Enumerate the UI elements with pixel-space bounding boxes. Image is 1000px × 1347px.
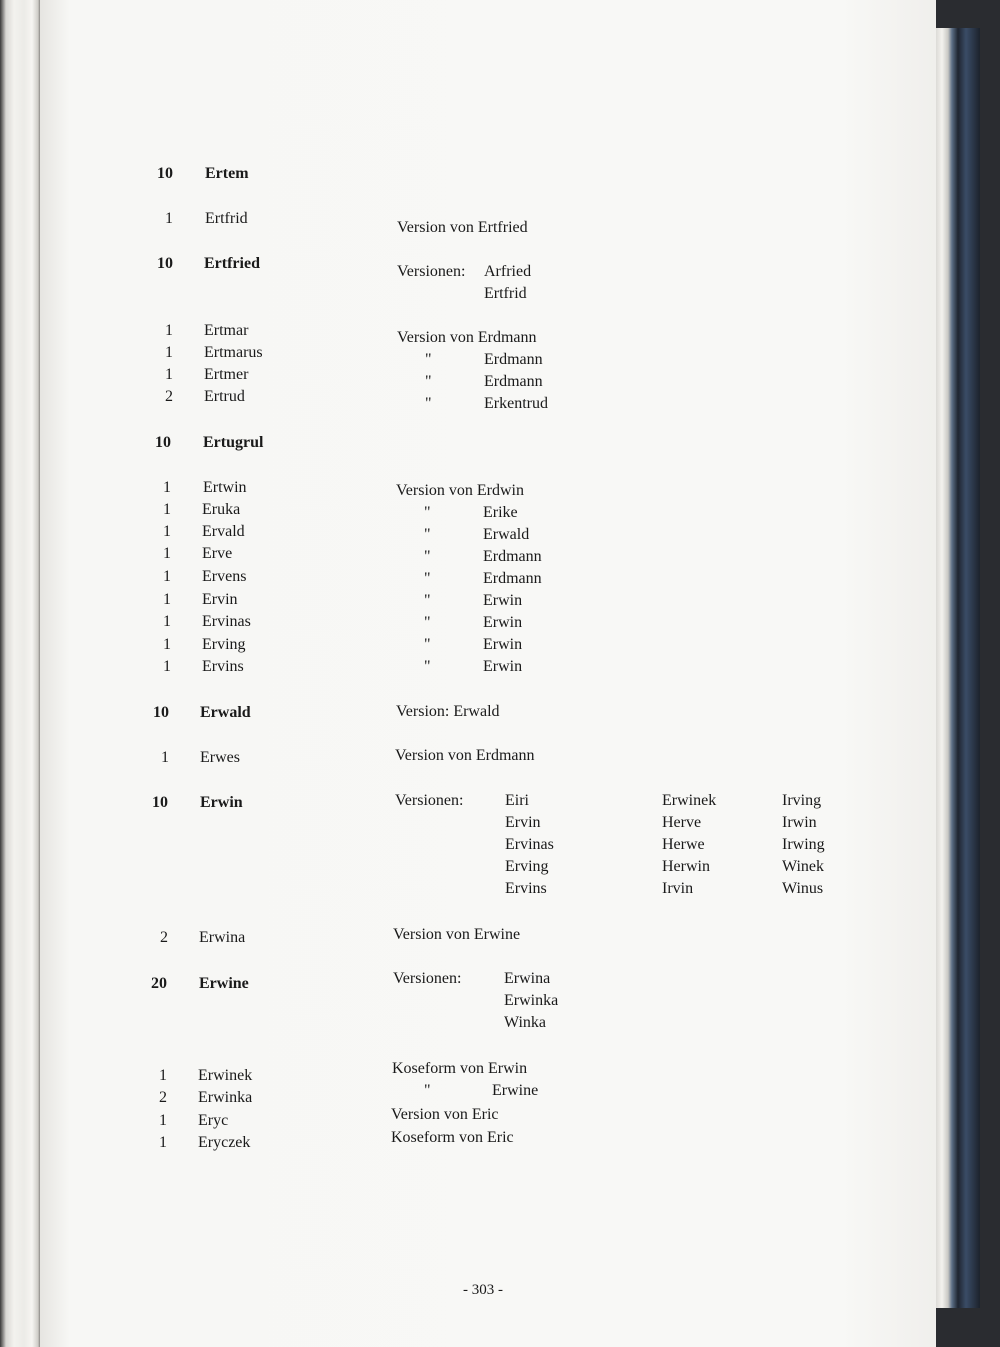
note-text: Erdmann: [483, 570, 542, 587]
note-text: ": [424, 526, 431, 543]
entry-count: 20: [151, 975, 167, 992]
note-text: Versionen:: [397, 263, 466, 280]
note-text: Irwing: [782, 836, 825, 853]
note-text: ": [424, 636, 431, 653]
entry-name: Ervins: [202, 658, 244, 675]
note-text: ": [425, 351, 432, 368]
note-text: Herve: [662, 814, 702, 831]
note-text: Erwin: [483, 614, 523, 631]
page-number: - 303 -: [463, 1282, 503, 1298]
note-text: Ervins: [505, 880, 547, 897]
note-text: Erving: [505, 858, 549, 875]
note-text: Version von Eric: [391, 1106, 499, 1123]
entry-count: 1: [163, 523, 171, 540]
note-text: Version von Erdmann: [397, 329, 537, 346]
note-text: Erwinek: [662, 792, 717, 809]
entry-name: Erve: [202, 545, 233, 562]
entry-count: 10: [157, 255, 173, 272]
note-text: Koseform von Erwin: [392, 1060, 528, 1077]
note-text: Irwin: [782, 814, 817, 831]
note-text: Irving: [782, 792, 822, 809]
note-text: ": [424, 658, 431, 675]
entry-count: 1: [165, 210, 173, 227]
entry-name: Ertfried: [204, 255, 260, 272]
entry-name: Eryczek: [198, 1134, 251, 1151]
entry-count: 1: [159, 1134, 167, 1151]
entry-name: Ertrud: [204, 388, 245, 405]
entry-count: 2: [160, 929, 168, 946]
note-text: Erkentrud: [484, 395, 548, 412]
entry-count: 1: [165, 344, 173, 361]
entry-name: Erwina: [199, 929, 246, 946]
note-text: Erwin: [483, 592, 523, 609]
book-right-edge-and-cover: [936, 28, 980, 1308]
entry-count: 2: [159, 1089, 167, 1106]
note-text: Erwin: [483, 636, 523, 653]
note-text: Erwald: [483, 526, 530, 543]
note-text: ": [424, 1082, 431, 1099]
note-text: ": [425, 373, 432, 390]
note-text: Versionen:: [393, 970, 462, 987]
note-text: Erdmann: [484, 351, 543, 368]
entry-name: Ertugrul: [203, 434, 264, 451]
note-text: Herwin: [662, 858, 710, 875]
note-text: Winus: [782, 880, 824, 897]
entry-count: 1: [165, 366, 173, 383]
note-text: Erdmann: [483, 548, 542, 565]
note-text: Ervin: [505, 814, 541, 831]
note-text: Winek: [782, 858, 825, 875]
note-text: Erwinka: [504, 992, 559, 1009]
note-text: ": [424, 592, 431, 609]
note-text: ": [425, 395, 432, 412]
entry-count: 1: [163, 636, 171, 653]
entry-name: Erving: [202, 636, 246, 653]
note-text: Eiri: [505, 792, 529, 809]
note-text: Erwina: [504, 970, 551, 987]
entry-count: 2: [165, 388, 173, 405]
note-text: Erike: [483, 504, 518, 521]
note-text: Versionen:: [395, 792, 464, 809]
entry-name: Ertwin: [203, 479, 247, 496]
note-text: Irvin: [662, 880, 694, 897]
note-text: ": [424, 504, 431, 521]
entry-count: 1: [163, 479, 171, 496]
entry-name: Eryc: [198, 1112, 229, 1129]
entry-name: Ertem: [205, 165, 249, 182]
note-text: Koseform von Eric: [391, 1129, 514, 1146]
entry-count: 10: [153, 704, 169, 721]
note-text: Erwin: [483, 658, 523, 675]
note-text: ": [424, 570, 431, 587]
entry-count: 1: [163, 568, 171, 585]
entry-name: Erwes: [200, 749, 240, 766]
note-text: ": [424, 614, 431, 631]
entry-count: 10: [152, 794, 168, 811]
entry-name: Erwald: [200, 704, 251, 721]
entry-count: 1: [163, 545, 171, 562]
entry-count: 10: [155, 434, 171, 451]
note-text: Arfried: [484, 263, 532, 280]
note-text: Version von Erdwin: [396, 482, 524, 499]
entry-name: Ertmer: [204, 366, 249, 383]
note-text: Version: Erwald: [396, 703, 500, 720]
entry-name: Erwin: [200, 794, 243, 811]
entry-count: 1: [161, 749, 169, 766]
entry-count: 1: [159, 1067, 167, 1084]
note-text: Herwe: [662, 836, 705, 853]
entry-count: 1: [163, 658, 171, 675]
entry-name: Ervinas: [202, 613, 251, 630]
entry-count: 1: [163, 613, 171, 630]
entry-name: Ervin: [202, 591, 238, 608]
entry-name: Ertmar: [204, 322, 249, 339]
entry-name: Ertmarus: [204, 344, 263, 361]
entry-count: 1: [165, 322, 173, 339]
entry-name: Ervald: [202, 523, 245, 540]
entry-name: Erwinek: [198, 1067, 253, 1084]
entry-name: Eruka: [202, 501, 241, 518]
book-left-page-edges: [0, 0, 40, 1347]
note-text: Version von Erdmann: [395, 747, 535, 764]
note-text: Ertfrid: [484, 285, 527, 302]
entry-count: 10: [157, 165, 173, 182]
note-text: Version von Erwine: [393, 926, 521, 943]
entry-count: 1: [159, 1112, 167, 1129]
note-text: Winka: [504, 1014, 547, 1031]
note-text: Ervinas: [505, 836, 554, 853]
entry-name: Erwinka: [198, 1089, 253, 1106]
note-text: Erwine: [492, 1082, 539, 1099]
entry-name: Ertfrid: [205, 210, 248, 227]
entry-count: 1: [163, 591, 171, 608]
note-text: ": [424, 548, 431, 565]
note-text: Erdmann: [484, 373, 543, 390]
entry-count: 1: [163, 501, 171, 518]
entry-name: Ervens: [202, 568, 247, 585]
entry-name: Erwine: [199, 975, 249, 992]
note-text: Version von Ertfried: [397, 219, 528, 236]
